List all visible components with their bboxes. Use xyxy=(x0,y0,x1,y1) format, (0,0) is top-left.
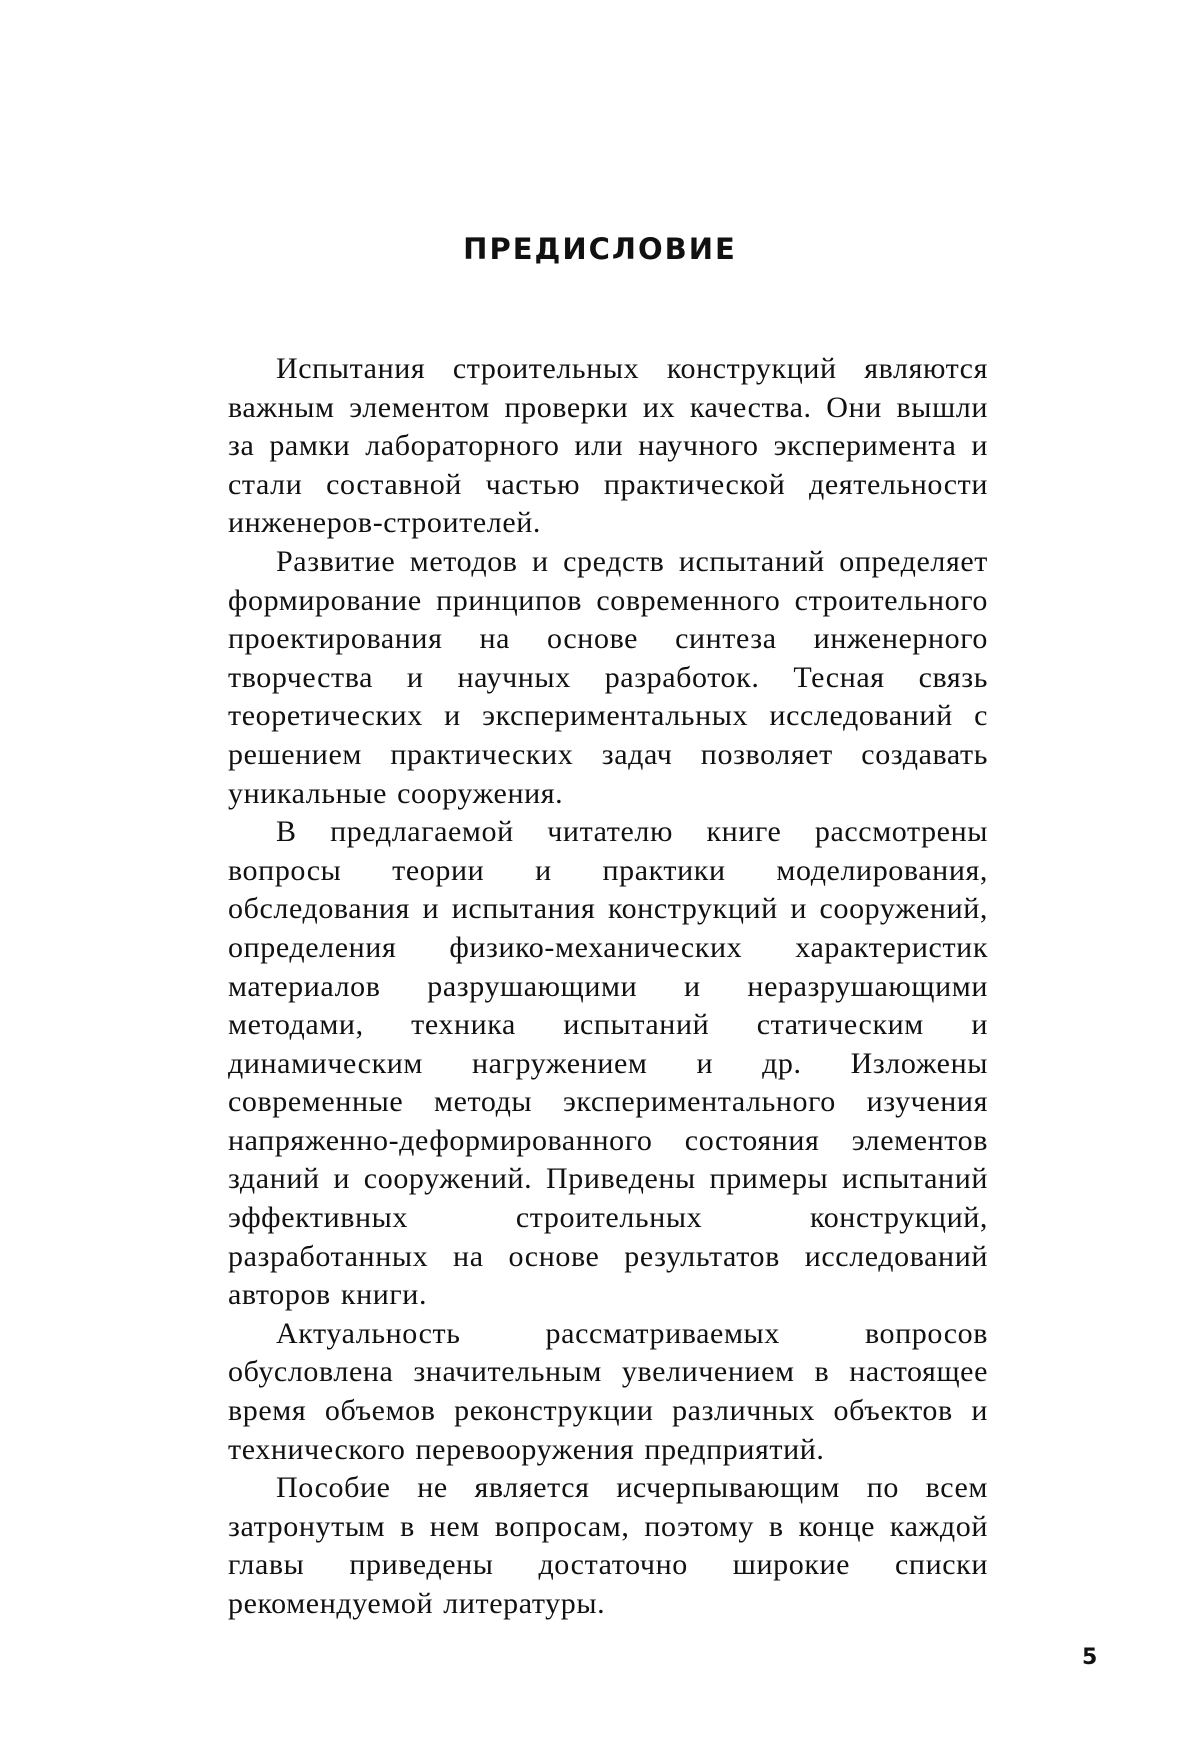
paragraph-2: Развитие методов и средств испытаний определяет формирование принципов современного строительного проектирования на основе синтеза инженерного творчества и научных разработок. Тесная связь теоретических и экспериментальных исследований с решением практических задач позволяет создавать уникальные сооружения. xyxy=(228,544,988,810)
paragraph-5: Пособие не является исчерпывающим по всем затронутым в нем вопросам, поэтому в конце каждой главы приведены достаточно широкие списки рекомендуемой литературы. xyxy=(228,1471,988,1620)
body-text xyxy=(228,350,988,1624)
page-number: 5 xyxy=(1082,1645,1098,1670)
paragraph-4: Актуальность рассматриваемых вопросов обусловлена значительным увеличением в настоящее время объемов реконструкции различных объектов и технического перевооружения предприятий. xyxy=(228,1316,988,1466)
paragraph-1: Испытания строительных конструкций являются важным элементом проверки их качества. Они вышли за рамки лабораторного или научного эксперимента и стали составной частью практической деятельности инженеров-строителей. xyxy=(228,352,988,540)
paragraph-3: В предлагаемой читателю книге рассмотрены вопросы теории и практики моделирования, обследования и испытания конструкций и сооружений, определения физико-механических характеристик материалов разрушающими и неразрушающими методами, техника испытаний статическим и динамическим нагружением и др. Изложены современные методы экспериментального изучения напряженно-деформированного состояния элементов зданий и сооружений. Приведены примеры испытаний эффективных строительных конструкций, разработанных на основе результатов исследований авторов книги. xyxy=(228,815,988,1312)
page-title: ПРЕДИСЛОВИЕ xyxy=(463,232,737,266)
